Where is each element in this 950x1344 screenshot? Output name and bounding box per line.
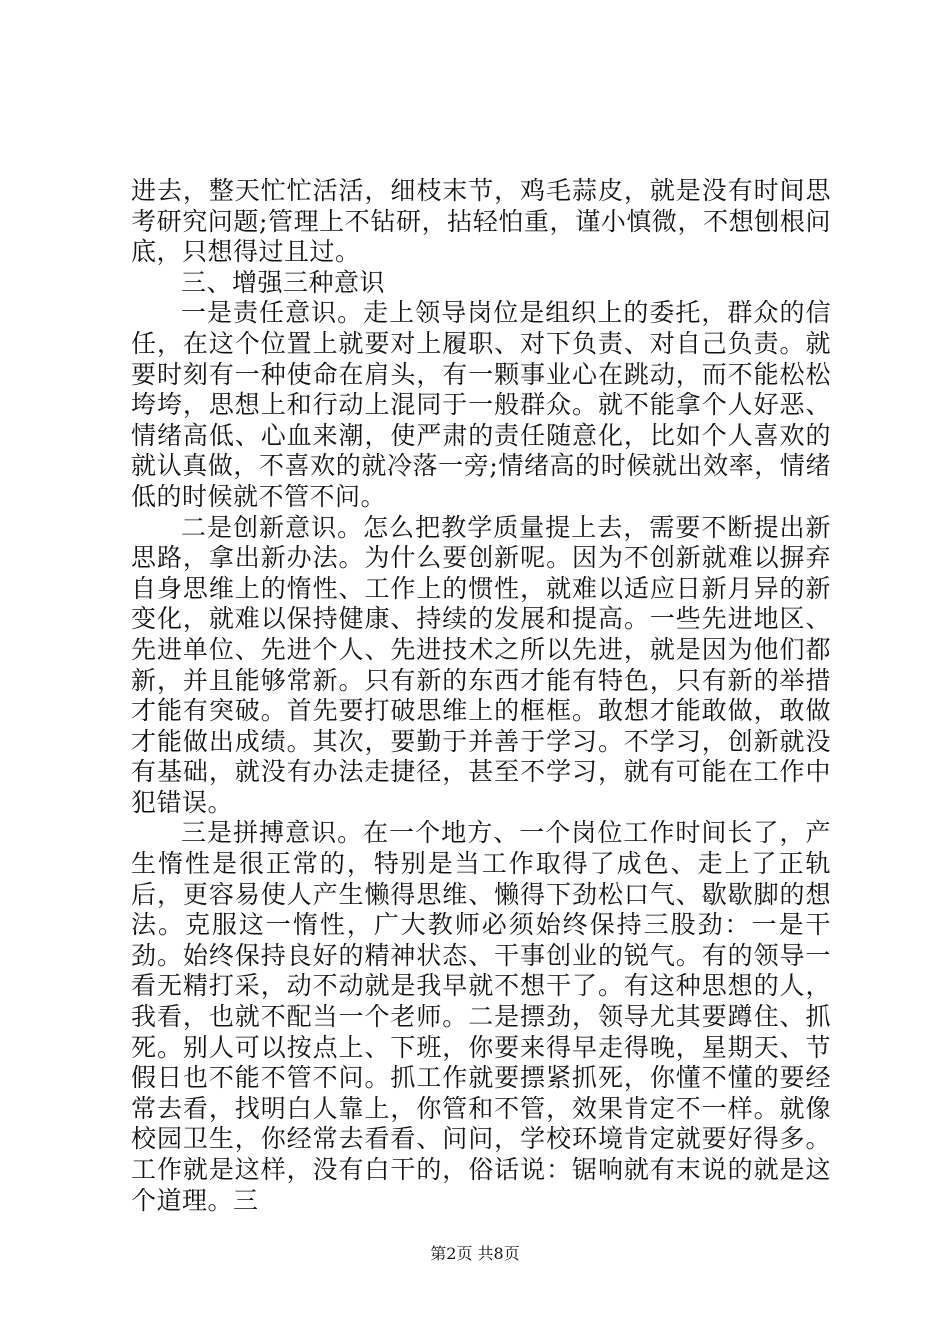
- section-heading: 三、增强三种意识: [181, 267, 386, 297]
- document-body: [131, 176, 831, 1216]
- paragraph-innovation: 二是创新意识。怎么把教学质量提上去，需要不断提出新思路，拿出新办法。为什么要创新呢。因为不创新就难以摒弃自身思维上的惰性、工作上的惯性，就难以适应日新月异的新变化，就难以保持健康、持续的发展和提高。一些先进地区、先进单位、先进个人、先进技术之所以先进，就是因为他们都新，并且能够常新。只有新的东西才能有特色，只有新的举措才能有突破。首先要打破思维上的框框。敢想才能敢做，敢做才能做出成绩。其次，要勤于并善于学习。不学习，创新就没有基础，就没有办法走捷径，甚至不学习，就有可能在工作中犯错误。: [131, 512, 831, 817]
- paragraph-responsibility: 一是责任意识。走上领导岗位是组织上的委托，群众的信任，在这个位置上就要对上履职、对下负责、对自己负责。就要时刻有一种使命在肩头，有一颗事业心在跳动，而不能松松垮垮，思想上和行动上混同于一般群众。就不能拿个人好恶、情绪高低、心血来潮，使严肃的责任随意化，比如个人喜欢的就认真做，不喜欢的就冷落一旁;情绪高的时候就出效率，情绪低的时候就不管不问。: [131, 298, 831, 511]
- page-number-footer: 第2页 共8页: [430, 1244, 520, 1263]
- paragraph-continuation: 进去，整天忙忙活活，细枝末节，鸡毛蒜皮，就是没有时间思考研究问题;管理上不钻研，拈轻怕重，谨小慎微，不想刨根问底，只想得过且过。: [131, 176, 831, 267]
- paragraph-striving: 三是拼搏意识。在一个地方、一个岗位工作时间长了，产生惰性是很正常的，特别是当工作取得了成色、走上了正轨后，更容易使人产生懒得思维、懒得下劲松口气、歇歇脚的想法。克服这一惰性，广大教师必须始终保持三股劲：一是干劲。始终保持良好的精神状态、干事创业的锐气。有的领导一看无精打采，动不动就是我早就不想干了。有这种思想的人，我看，也就不配当一个老师。二是摽劲，领导尤其要蹲住、抓死。别人可以按点上、下班，你要来得早走得晚，星期天、节假日也不能不管不问。抓工作就要摽紧抓死，你懂不懂的要经常去看，找明白人靠上，你管和不管，效果肯定不一样。就像校园卫生，你经常去看看、问问，学校环境肯定就要好得多。工作就是这样，没有白干的，俗话说：锯响就有末说的就是这个道理。三: [131, 818, 831, 1215]
